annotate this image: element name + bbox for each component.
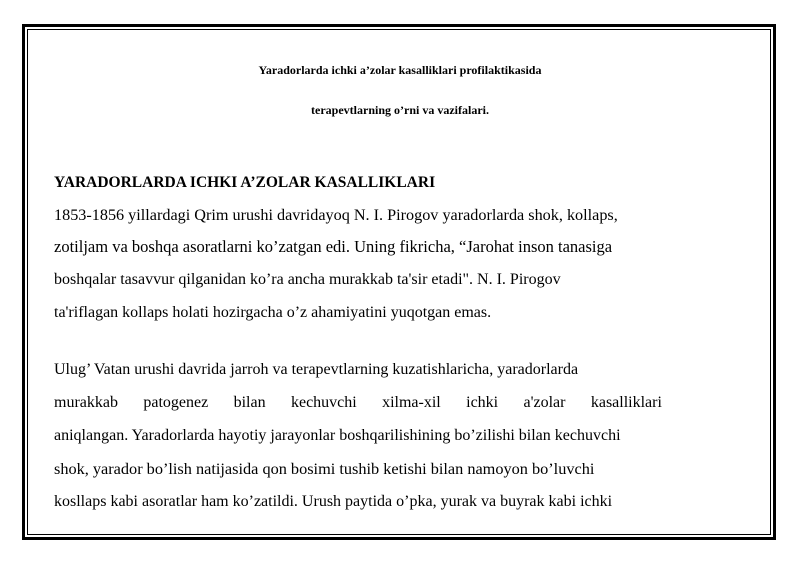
section-heading: YARADORLARDA ICHKI A’ZOLAR KASALLIKLARI <box>54 174 436 191</box>
paragraph-2-line-5: kosllaps kabi asoratlar ham ko’zatildi. Urush paytida o’pka, yurak va buyrak kabi ichki <box>54 493 613 510</box>
paragraph-2-line-4: shok, yarador bo’lish natijasida qon bosimi tushib ketishi bilan namoyon bo’luvchi <box>54 459 595 478</box>
paragraph-1-line-1: 1853-1856 yillardagi Qrim urushi davridayoq N. I. Pirogov yaradorlarda shok, kollaps, <box>54 206 618 224</box>
paragraph-2-line-3: aniqlangan. Yaradorlarda hayotiy jarayonlar boshqarilishining bo’zilishi bilan kechuvchi <box>54 427 621 444</box>
document-title-line-1: Yaradorlarda ichki a’zolar kasalliklari profilaktikasida <box>258 63 542 77</box>
word: kasalliklari <box>590 394 662 411</box>
word: xilma-xil <box>382 394 441 411</box>
word: murakkab <box>54 394 118 411</box>
paragraph-2-line-1: Ulug’ Vatan urushi davrida jarroh va terapevtlarning kuzatishlaricha, yaradorlarda <box>54 361 579 378</box>
paragraph-1-line-2: zotiljam va boshqa asoratlarni ko’zatgan edi. Uning fikricha, “Jarohat inson tanasiga <box>54 237 613 256</box>
word: bilan <box>233 394 266 411</box>
document-title-line-2: terapevtlarning o’rni va vazifalari. <box>311 103 489 117</box>
word: kechuvchi <box>290 394 357 411</box>
paragraph-1-line-3: boshqalar tasavvur qilganidan ko’ra ancha murakkab ta'sir etadi". N. I. Pirogov <box>54 271 561 288</box>
word: a'zolar <box>523 394 566 411</box>
paragraph-1-line-4: ta'riflagan kollaps holati hozirgacha o’z ahamiyatini yuqotgan emas. <box>54 304 492 321</box>
word: ichki <box>466 394 499 411</box>
paragraph-2-line-2 <box>54 392 662 414</box>
word: patogenez <box>143 394 209 411</box>
